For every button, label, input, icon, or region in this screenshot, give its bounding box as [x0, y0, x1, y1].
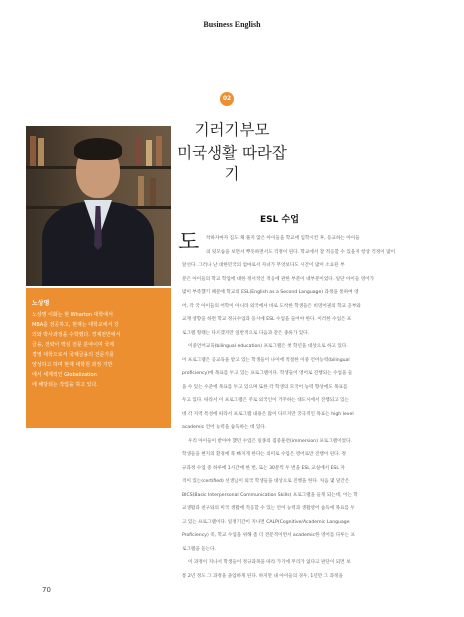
author-bio-line: 에서 세계적인 Globalization [32, 372, 97, 378]
section-header: Business English [203, 20, 261, 29]
author-photo [26, 126, 171, 286]
body-line: 로그램 형태는 다르겠지만 일반적으로 다음과 같은 종류가 있다. [182, 330, 310, 336]
body-line: 이 프로그램은 공교육을 받고 있는 학생들이 나이에 적절한 이중 언어능력(bilingual [182, 357, 350, 363]
body-line: 어, 각 국 아이들의 어학이 아니라 외국에서 바로 도착한 학생들은 비영어권의 학교 공부와 [182, 303, 361, 309]
body-line: 이중언어교육(bilingual education) 프로그램은 첫 학년을 대상으로 하고 있다. [188, 344, 348, 349]
author-bio-line: 금융, 전략이 핵심 전문 분야이며 국제 [32, 342, 114, 348]
body-line: 데 각 지역 특성에 따라서 프로그램 내용은 많이 다르지만 궁극적인 목표는 high level [182, 411, 354, 417]
body-line: proficiency)에 목표를 두고 있는 프로그램이다. 학생들이 영어로 진행되는 수업을 들 [182, 371, 353, 376]
article-title-line2: 미국생활 따라잡기 [177, 144, 287, 183]
article-number-badge: 02 [220, 92, 234, 106]
body-line: Proficiency) 즉, 학교 수업을 위해 좀 더 전문적이면서 academic한 영어를 다루는 프 [182, 533, 355, 538]
body-line: 교재 영향을 하면 학교 정규수업과 동시에 ESL 수업을 들어야 한다. 이러한 수업은 프 [182, 317, 352, 322]
page-number: 70 [42, 586, 51, 594]
body-line: 로그램을 듣는다. [182, 546, 216, 552]
body-line: 우리 아이들이 받아야 했던 수업은 일종의 집중훈련(immersion) 프로그램이었다. [188, 438, 352, 444]
body-line: 착하자마자 짐도 채 풀지 않은 아이들을 학교에 입학시킨 후, 등교하는 아이들 [206, 236, 360, 241]
body-line: 통 2년 정도 그 과정을 졸업하게 된다. 하지만 내 아이들의 경우, 1년만 그 과정을 [182, 573, 343, 579]
author-bio-line: 의와 박사과정을 수학했다. 경제전반에서 [32, 332, 121, 338]
author-bio-line: MBA를 전공하고, 현재는 대학교에서 강 [32, 322, 119, 328]
article-title-line1: 기러기부모 [194, 121, 270, 139]
author-bio-line: 노상명 이화는 현 Wharton 대학에서 [32, 312, 113, 318]
author-bio-line: 에 해당되는 작업을 하고 있다. [32, 382, 98, 388]
body-line: 고 있는 프로그램이다. 일정기간이 지나면 CALP(Cognitive/Academic Language [182, 519, 350, 525]
body-line: 학생들을 현지의 환경에 푹 빠지게 한다는 의미로 수업은 영어로만 진행이 된다. 정 [182, 452, 346, 457]
body-line: 격이 있는(certified) 선생님이 외국 학생들을 대상으로 진행을 한다. 처음 몇 달간은 [182, 479, 350, 484]
body-line: 앞선다. 그러나 난 대한민국의 엄마로서 자녀가 무엇보다도 시간이 많이 소요된 부 [182, 263, 345, 268]
body-line: 규과정 수업 중 하루에 1시간에 한 번, 또는 30분씩 두 번을 ESL 교실에서 ESL 자 [182, 465, 345, 471]
article-subtitle: ESL 수업 [260, 215, 299, 225]
author-bio-box [26, 288, 171, 428]
drop-cap: 도 [178, 230, 200, 255]
body-line: 분은 아이들의 학교 학업에 대한 정서적인 적응에 관한 부분이 대부분이었다. 일단 아이들 영어가 [182, 276, 375, 282]
body-line: 을 수 있는 수준에 목표를 두고 있으며 또한 각 학생의 모국어 능력 향상에도 목표를 [182, 384, 348, 390]
author-bio-line: 양성하고 하며 현재 대학원 과정 기반 [32, 362, 113, 368]
body-line: academic 언어 능력을 습득하는 데 있다. [182, 425, 267, 430]
author-name: 노상명 [32, 300, 50, 307]
body-line: 많이 부족했기 때문에 학교의 ESL(English as a Second Language) 과정을 통하여 영 [182, 290, 359, 295]
body-line: 이 과정이 지나서 학생들이 정규과목을 따라 가기에 무리가 없다고 판단이 되면 보 [188, 560, 351, 565]
body-line: BICS(Basic Interpersonal Communication Skills) 프로그램을 들게 되는데, 이는 학 [182, 492, 358, 498]
body-line: 의 뒷모습을 보면서 뿌듯하면서도 걱정이 된다. 학교에서 잘 적응할 수 있을지 항상 걱정이 많이 [206, 249, 396, 255]
author-bio-line: 경영 대학으로서 국제금융의 전문가를 [32, 352, 115, 358]
body-line: 두고 있다. 따라서 이 프로그램은 주로 외국인이 거주하는 대도시에서 진행되고 있는 [182, 398, 349, 403]
body-line: 교생활과 친구와의 미국 생활에 적응할 수 있는 언어 능력과 생활영어 습득에 목표를 두 [182, 506, 355, 511]
author-bio [32, 310, 160, 390]
